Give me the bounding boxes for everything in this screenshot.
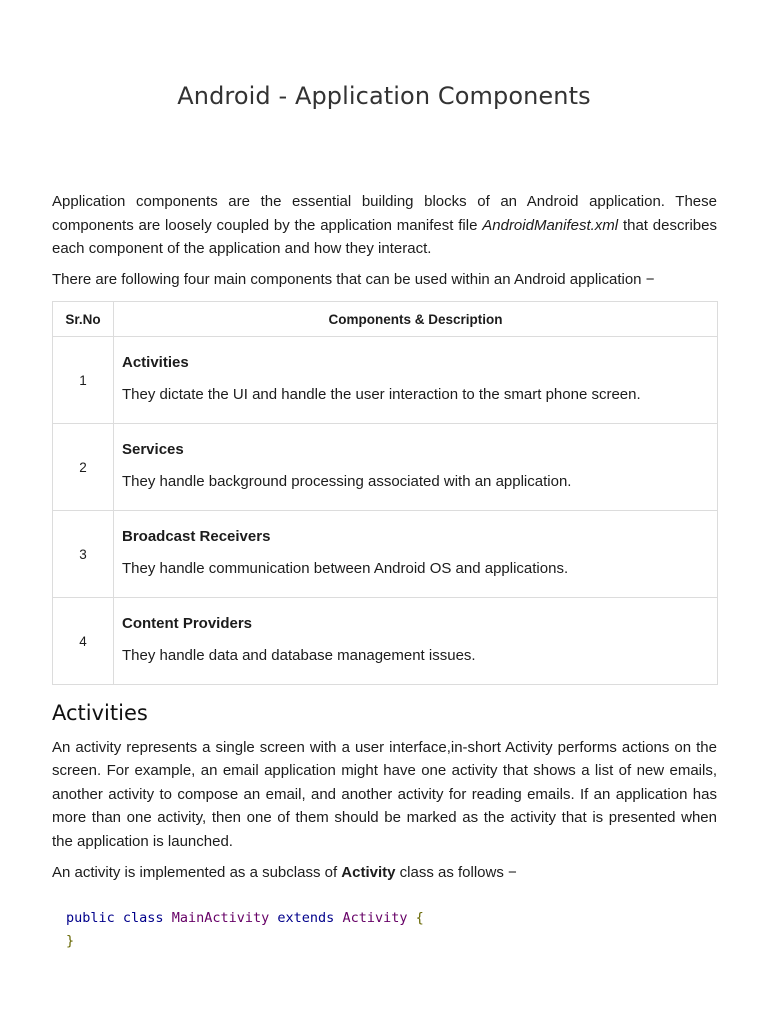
component-name: Services: [122, 441, 184, 458]
components-lead-paragraph: There are following four main components that can be used within an Android application −: [52, 271, 655, 288]
component-description: They handle background processing associated with an application.: [122, 473, 572, 490]
row-content: [114, 424, 718, 511]
code-block: [66, 907, 424, 953]
table-header-row: [53, 302, 718, 337]
component-name: Activities: [122, 354, 189, 371]
activities-heading: Activities: [52, 701, 148, 725]
component-name: Content Providers: [122, 615, 253, 632]
table-row: [53, 424, 718, 511]
row-content: [114, 337, 718, 424]
intro-paragraph: [52, 190, 717, 261]
activities-paragraph: An activity represents a single screen with a user interface,in-short Activity performs actions on the screen. For example, an email application might have one activity that shows a list of new emails, another activity to compose an email, and another activity for reading emails. If an application has more than one activity, then one of them should be marked as the activity that is presented when the application is launched.: [52, 739, 717, 850]
activity-class-name: Activity: [341, 864, 396, 881]
row-number: 3: [53, 511, 114, 598]
component-description: They handle communication between Android OS and applications.: [122, 560, 569, 577]
code-keyword-class: class: [122, 910, 164, 926]
header-sr-no: Sr.No: [53, 302, 114, 337]
header-components: Components & Description: [114, 302, 718, 337]
component-description: They dictate the UI and handle the user interaction to the smart phone screen.: [122, 386, 641, 403]
intro-text-end: that describes each component of the application and how they interact.: [52, 216, 717, 257]
row-number: 4: [53, 598, 114, 685]
code-open-brace: {: [415, 910, 424, 926]
components-table: [52, 301, 718, 685]
code-class-name: MainActivity: [171, 910, 270, 926]
code-keyword-extends: extends: [277, 910, 335, 926]
component-description: They handle data and database management issues.: [122, 647, 476, 664]
table-row: [53, 337, 718, 424]
component-name: Broadcast Receivers: [122, 528, 271, 545]
row-number: 2: [53, 424, 114, 511]
code-parent-class: Activity: [342, 910, 408, 926]
manifest-file-name: AndroidManifest.xml: [482, 216, 619, 234]
code-close-brace: }: [66, 933, 75, 949]
intro-text-start: Application components are the essential building blocks of an Android application. These components are loosely coupled by the application manifest file: [52, 193, 717, 234]
row-content: [114, 511, 718, 598]
impl-text-start: An activity is implemented as a subclass of: [52, 864, 342, 881]
page-title: Android - Application Components: [177, 82, 591, 110]
row-content: [114, 598, 718, 685]
code-keyword-public: public: [66, 910, 115, 926]
impl-text-end: class as follows −: [395, 864, 517, 881]
row-number: 1: [53, 337, 114, 424]
table-row: [53, 598, 718, 685]
table-row: [53, 511, 718, 598]
implementation-paragraph: [52, 861, 717, 885]
